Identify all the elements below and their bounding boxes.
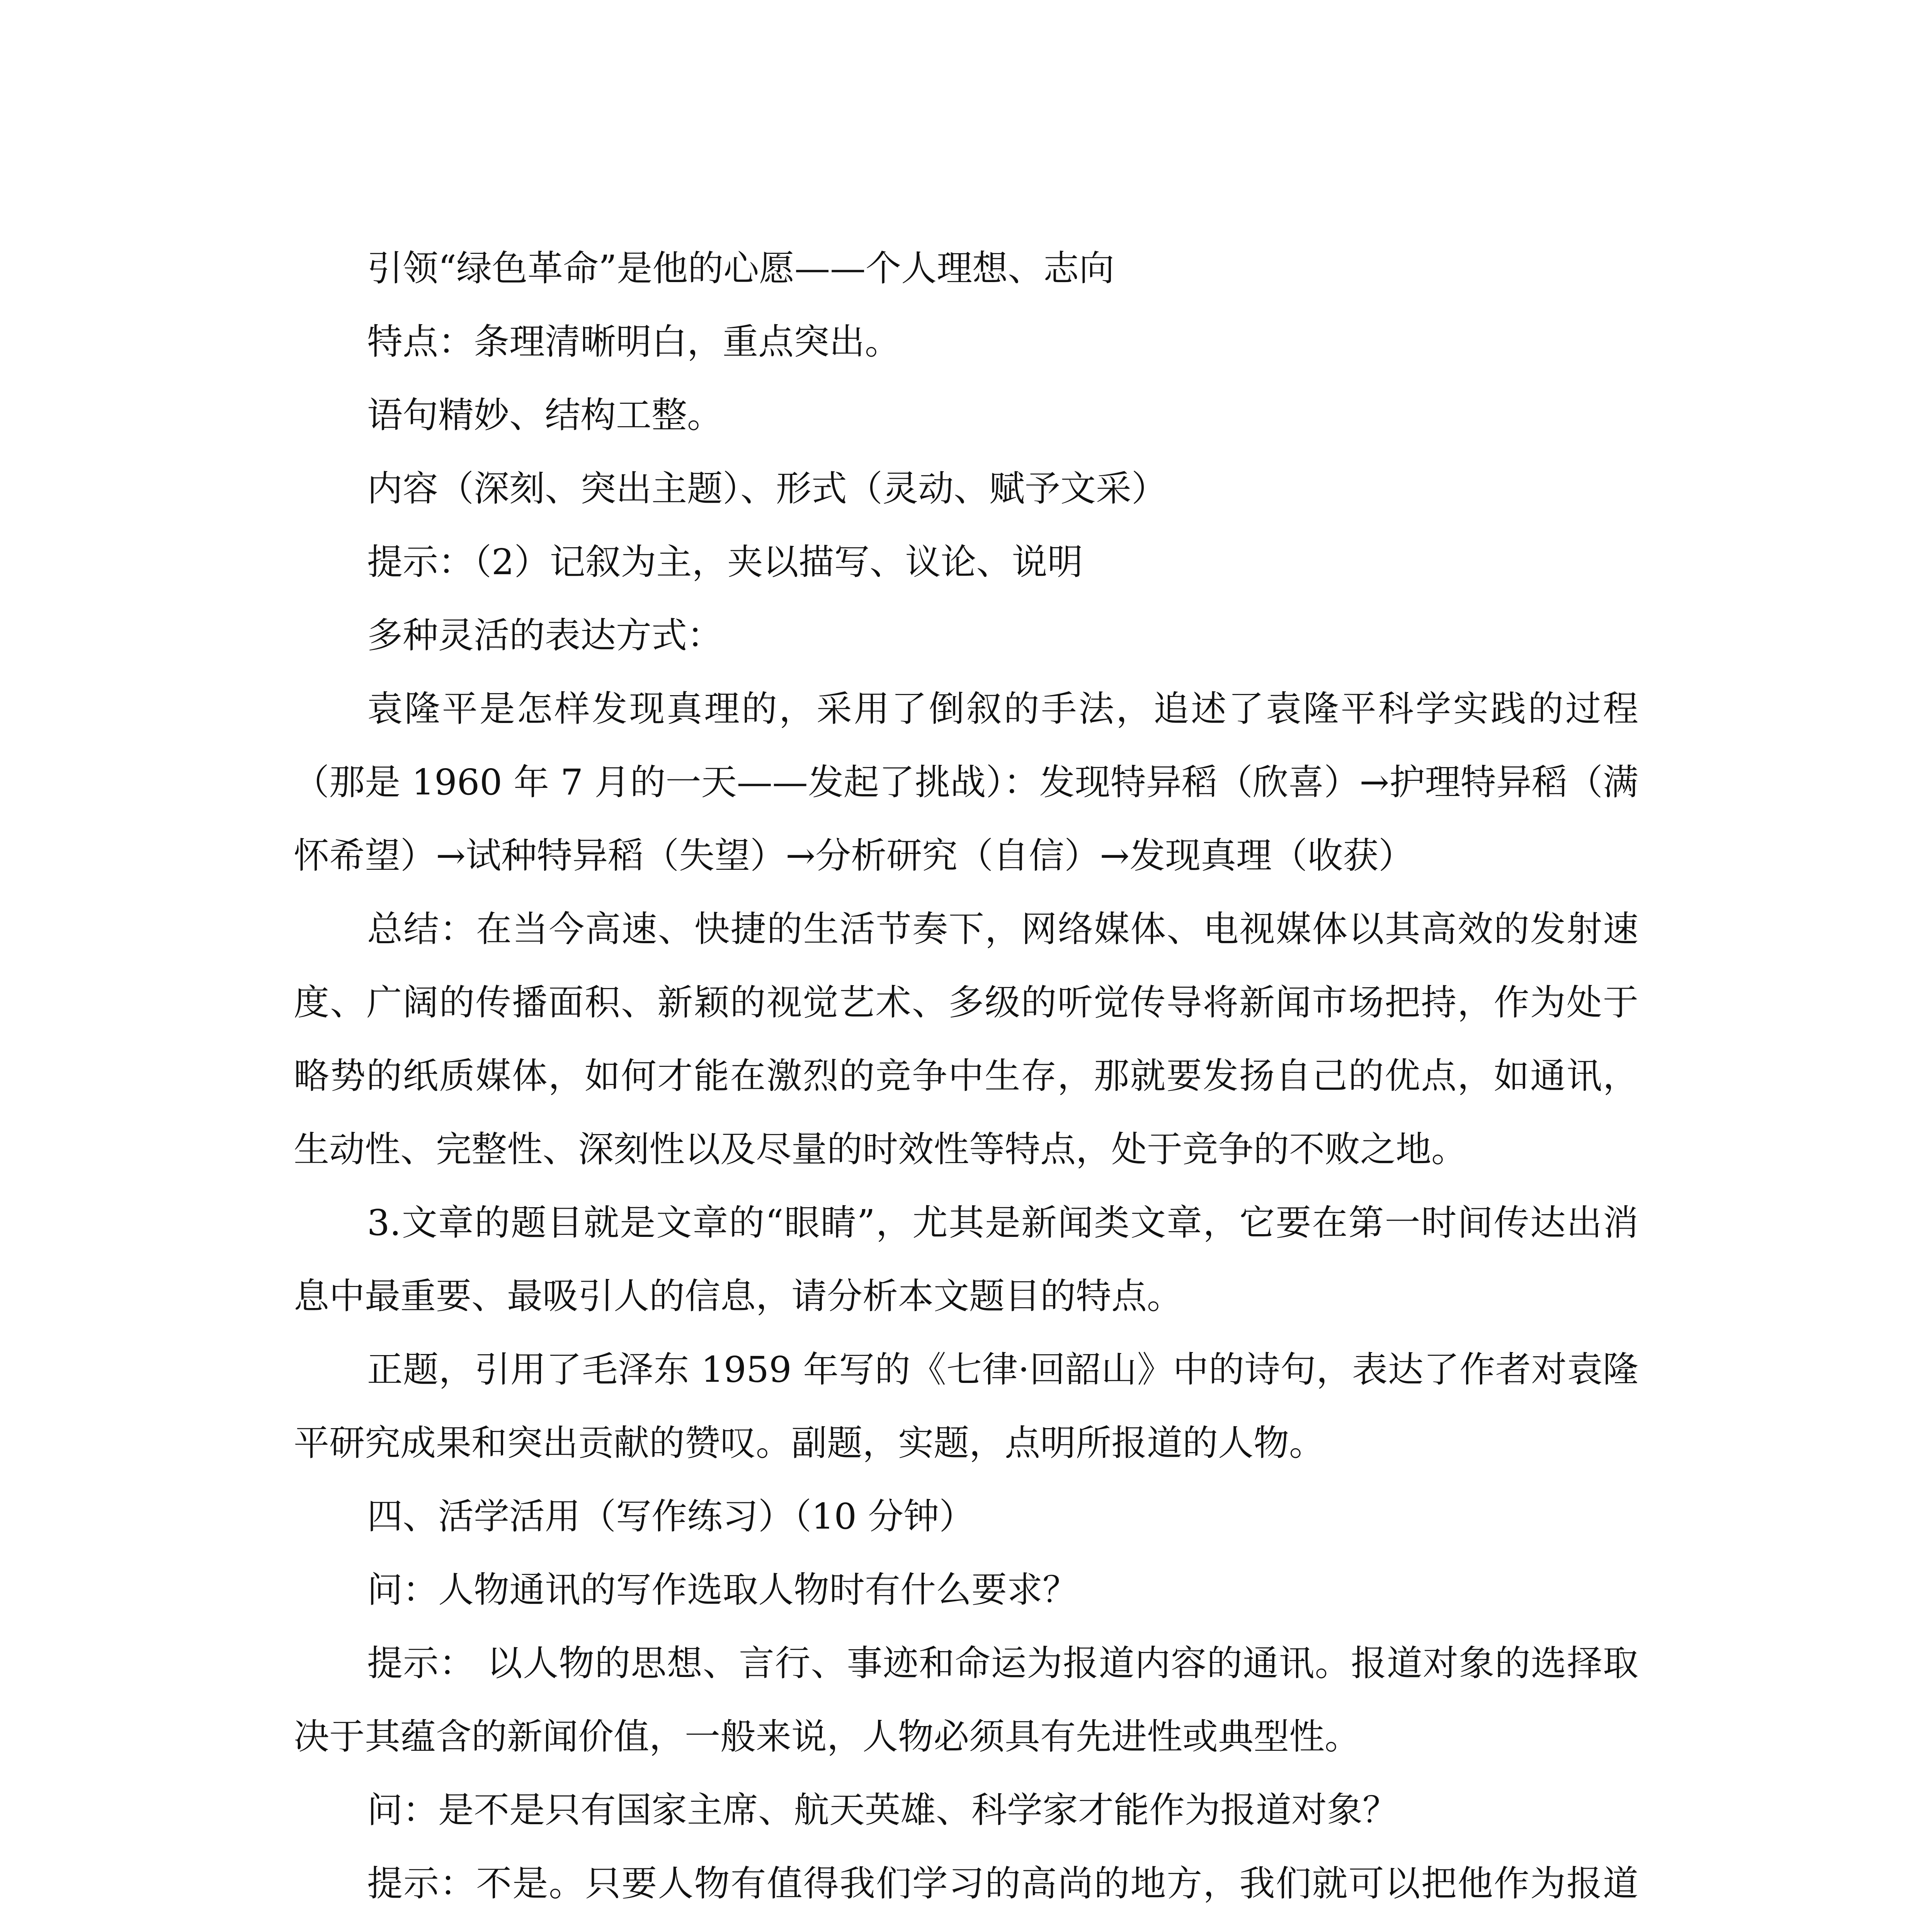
paragraph-language-structure: 语句精妙、结构工整。 <box>367 395 723 436</box>
paragraph-question-report-object: 问：是不是只有国家主席、航天英雄、科学家才能作为报道对象？ <box>367 1789 1398 1831</box>
paragraph-ideal: 引领“绿色革命”是他的心愿——个人理想、志向 <box>367 248 1115 289</box>
paragraph-content-form: 内容（深刻、突出主题）、形式（灵动、赋予文采） <box>367 468 1167 509</box>
paragraph-question-title: 3.文章的题目就是文章的“眼睛”，尤其是新闻类文章，它要在第一时间传达出消息中最重要、最吸引人的信息，请分析本文题目的特点。 <box>294 1202 1638 1317</box>
paragraph-hint-narration: 提示：（2）记叙为主，夹以描写、议论、说明 <box>367 541 1083 583</box>
document-body <box>294 232 1638 1932</box>
paragraph-expression-methods: 多种灵活的表达方式： <box>367 615 723 656</box>
paragraph-hint-report-object: 提示：不是。只要人物有值得我们学习的高尚的地方，我们就可以把他作为报道 <box>367 1863 1638 1904</box>
paragraph-title-analysis: 正题，引用了毛泽东 1959 年写的《七律·回韶山》中的诗句，表达了作者对袁隆平研究成果和突出贡献的赞叹。副题，实题，点明所报道的人物。 <box>294 1349 1638 1464</box>
paragraph-features: 特点：条理清晰明白，重点突出。 <box>367 321 901 362</box>
paragraph-hint-person-selection: 提示： 以人物的思想、言行、事迹和命运为报道内容的通讯。报道对象的选择取决于其蕴含的新闻价值，一般来说，人物必须具有先进性或典型性。 <box>294 1643 1638 1757</box>
section-heading-writing-practice: 四、活学活用（写作练习）（10 分钟） <box>367 1496 975 1537</box>
paragraph-question-person-selection: 问：人物通讯的写作选取人物时有什么要求？ <box>367 1569 1078 1611</box>
paragraph-summary: 总结：在当今高速、快捷的生活节奏下，网络媒体、电视媒体以其高效的发射速度、广阔的传播面积、新颖的视觉艺术、多级的听觉传导将新闻市场把持，作为处于略势的纸质媒体，如何才能在激烈的竞争中生存，那就要发扬自己的优点，如通讯，生动性、完整性、深刻性以及尽量的时效性等特点，处于竞争的不败之地。 <box>294 908 1638 1170</box>
paragraph-flashback: 袁隆平是怎样发现真理的，采用了倒叙的手法，追述了袁隆平科学实践的过程（那是 1960 年 7 月的一天——发起了挑战）：发现特异稻（欣喜）→护理特异稻（满怀希望）→试种特异稻（失望）→分析研究（自信）→发现真理（收获） <box>294 688 1638 876</box>
